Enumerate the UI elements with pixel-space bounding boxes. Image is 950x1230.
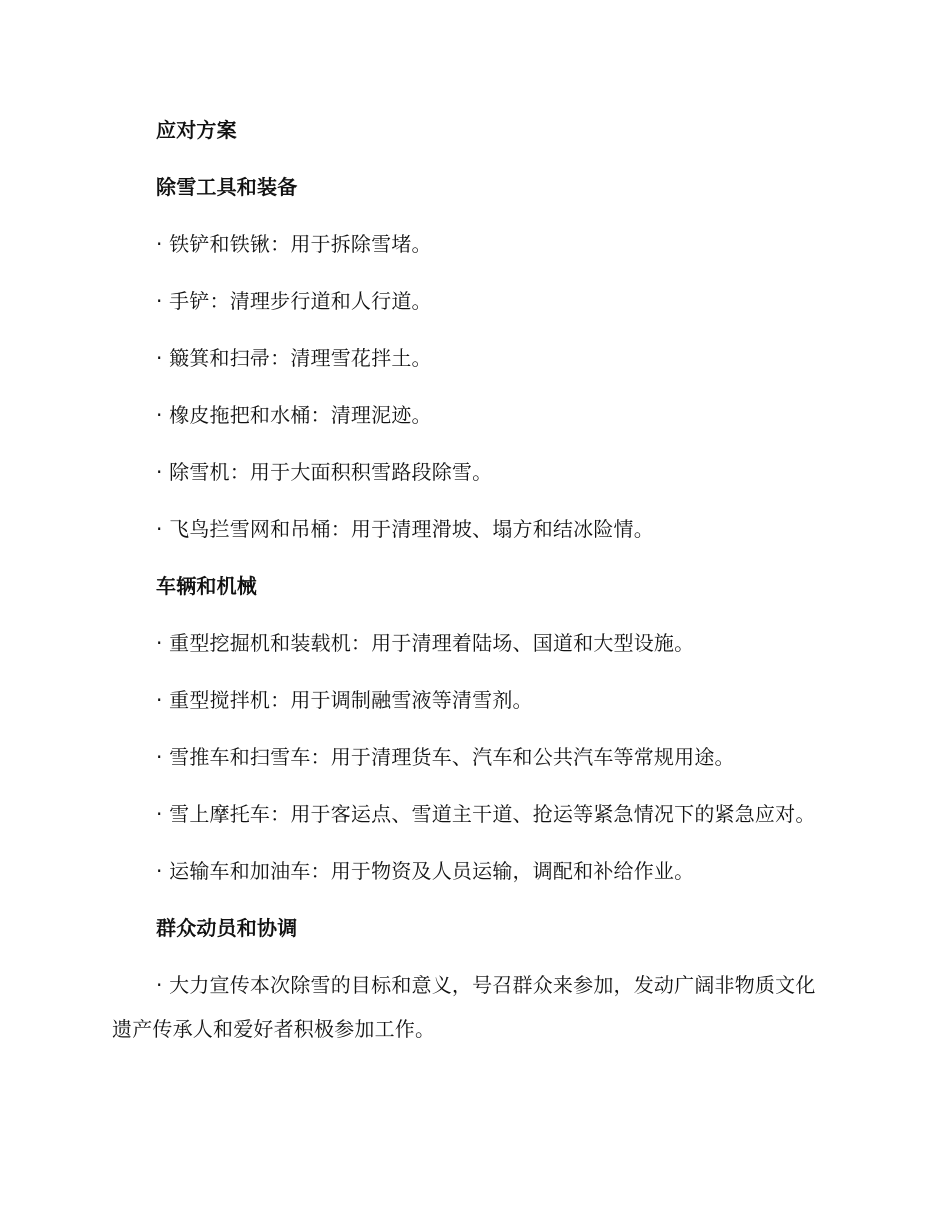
list-item: · 运输车和加油车：用于物资及人员运输，调配和补给作业。 xyxy=(156,859,695,883)
section-heading-vehicles: 车辆和机械 xyxy=(156,574,257,598)
list-item: · 橡皮拖把和水桶：清理泥迹。 xyxy=(156,403,432,427)
list-item: · 雪推车和扫雪车：用于清理货车、汽车和公共汽车等常规用途。 xyxy=(156,745,735,769)
list-item: · 簸箕和扫帚：清理雪花拌土。 xyxy=(156,346,432,370)
list-item: · 除雪机：用于大面积积雪路段除雪。 xyxy=(156,460,493,484)
list-item: · 大力宣传本次除雪的目标和意义，号召群众来参加，发动广阔非物质文化遗产传承人和爱好者积极参加工作。 xyxy=(112,973,816,1041)
list-item: · 雪上摩托车：用于客运点、雪道主干道、抢运等紧急情况下的紧急应对。 xyxy=(156,802,816,826)
section-heading-mobilization: 群众动员和协调 xyxy=(156,916,298,940)
section-title-response-plan: 应对方案 xyxy=(156,118,237,142)
list-item: · 手铲：清理步行道和人行道。 xyxy=(156,289,432,313)
list-item: · 重型挖掘机和装载机：用于清理着陆场、国道和大型设施。 xyxy=(156,631,695,655)
list-item: · 飞鸟拦雪网和吊桶：用于清理滑坡、塌方和结冰险情。 xyxy=(156,517,654,541)
section-heading-snow-tools: 除雪工具和装备 xyxy=(156,175,298,199)
list-item: · 铁铲和铁锹：用于拆除雪堵。 xyxy=(156,232,432,256)
document-body xyxy=(112,108,824,1064)
list-item: · 重型搅拌机：用于调制融雪液等清雪剂。 xyxy=(156,688,533,712)
